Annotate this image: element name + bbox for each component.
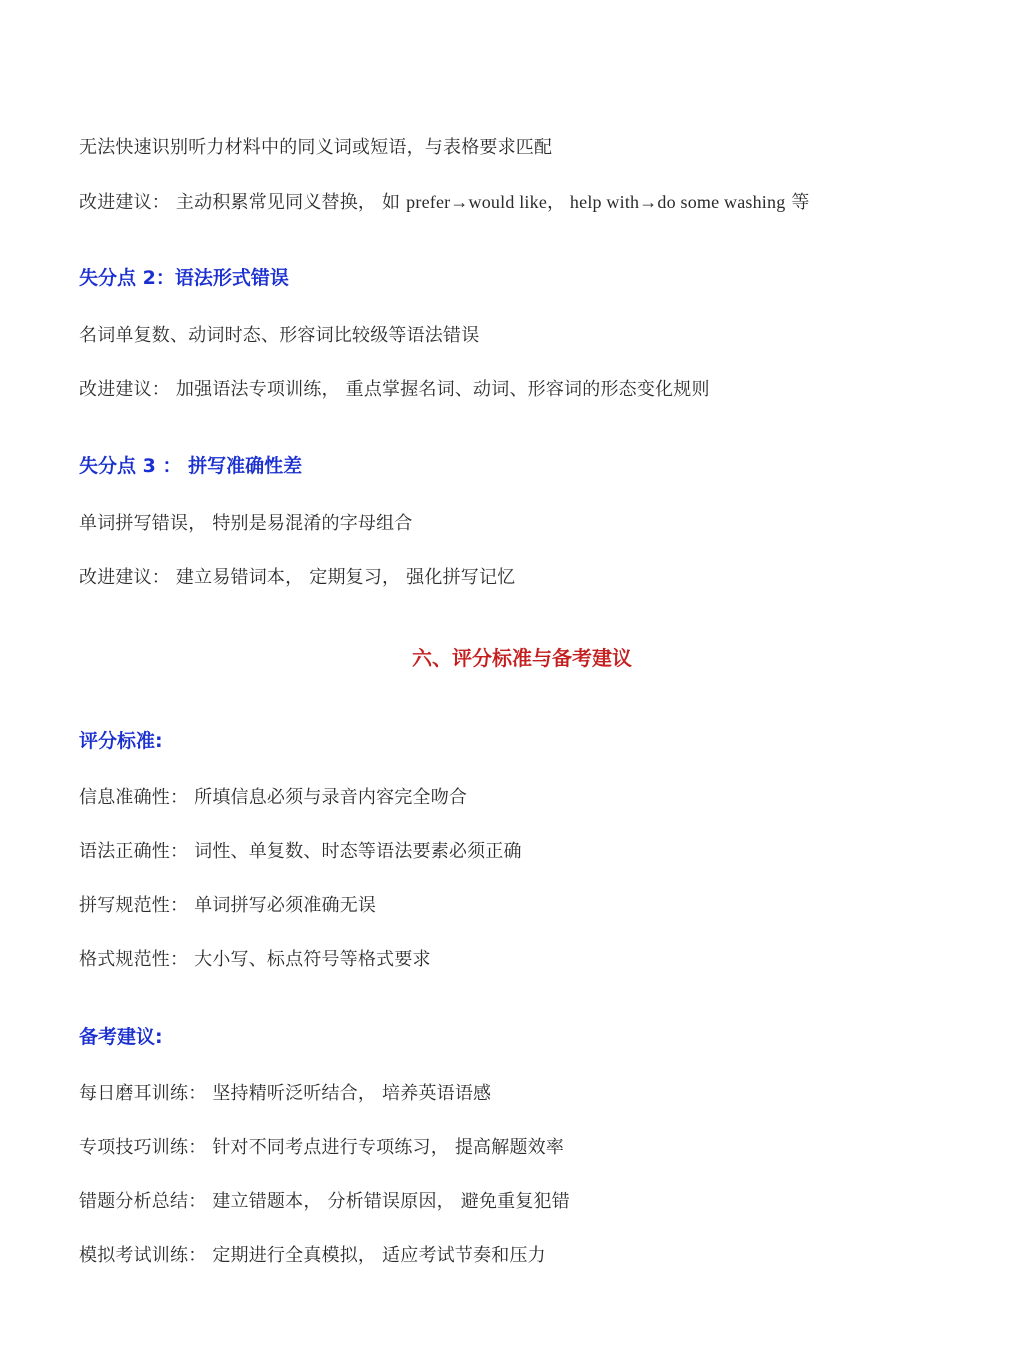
criteria-item: 信息准确性： 所填信息必须与录音内容完全吻合 [79, 787, 468, 808]
advice-item: 专项技巧训练： 针对不同考点进行专项练习， 提高解题效率 [79, 1137, 565, 1158]
advice-item: 错题分析总结： 建立错题本， 分析错误原因， 避免重复犯错 [79, 1191, 570, 1212]
section6-title: 六、评分标准与备考建议 [412, 646, 632, 670]
criteria-heading: 评分标准: [79, 730, 163, 752]
criteria-item: 格式规范性： 大小写、标点符号等格式要求 [79, 949, 431, 970]
criteria-item: 语法正确性： 词性、单复数、时态等语法要素必须正确 [79, 841, 522, 862]
point2-heading: 失分点 2：语法形式错误 [79, 267, 289, 289]
point1-advice-prefix: 改进建议： 主动积累常见同义替换， 如 [79, 192, 407, 213]
point1-description: 无法快速识别听力材料中的同义词或短语，与表格要求匹配 [79, 137, 553, 158]
point2-advice: 改进建议： 加强语法专项训练， 重点掌握名词、动词、形容词的形态变化规则 [79, 379, 710, 400]
advice-item: 每日磨耳训练： 坚持精听泛听结合， 培养英语语感 [79, 1083, 492, 1104]
advice-item: 模拟考试训练： 定期进行全真模拟， 适应考试节奏和压力 [79, 1245, 546, 1266]
point2-description: 名词单复数、动词时态、形容词比较级等语法错误 [79, 325, 480, 346]
point3-description: 单词拼写错误， 特别是易混淆的字母组合 [79, 513, 413, 534]
criteria-item: 拼写规范性： 单词拼写必须准确无误 [79, 895, 377, 916]
point1-advice-suffix: 等 [785, 192, 810, 213]
point3-advice: 改进建议： 建立易错词本， 定期复习， 强化拼写记忆 [79, 567, 516, 588]
point1-advice-english: prefer→would like， help with→do some washing [406, 192, 786, 212]
advice-heading: 备考建议: [79, 1026, 163, 1048]
point1-advice [79, 190, 810, 215]
point3-heading: 失分点 3 ： 拼写准确性差 [79, 455, 303, 477]
